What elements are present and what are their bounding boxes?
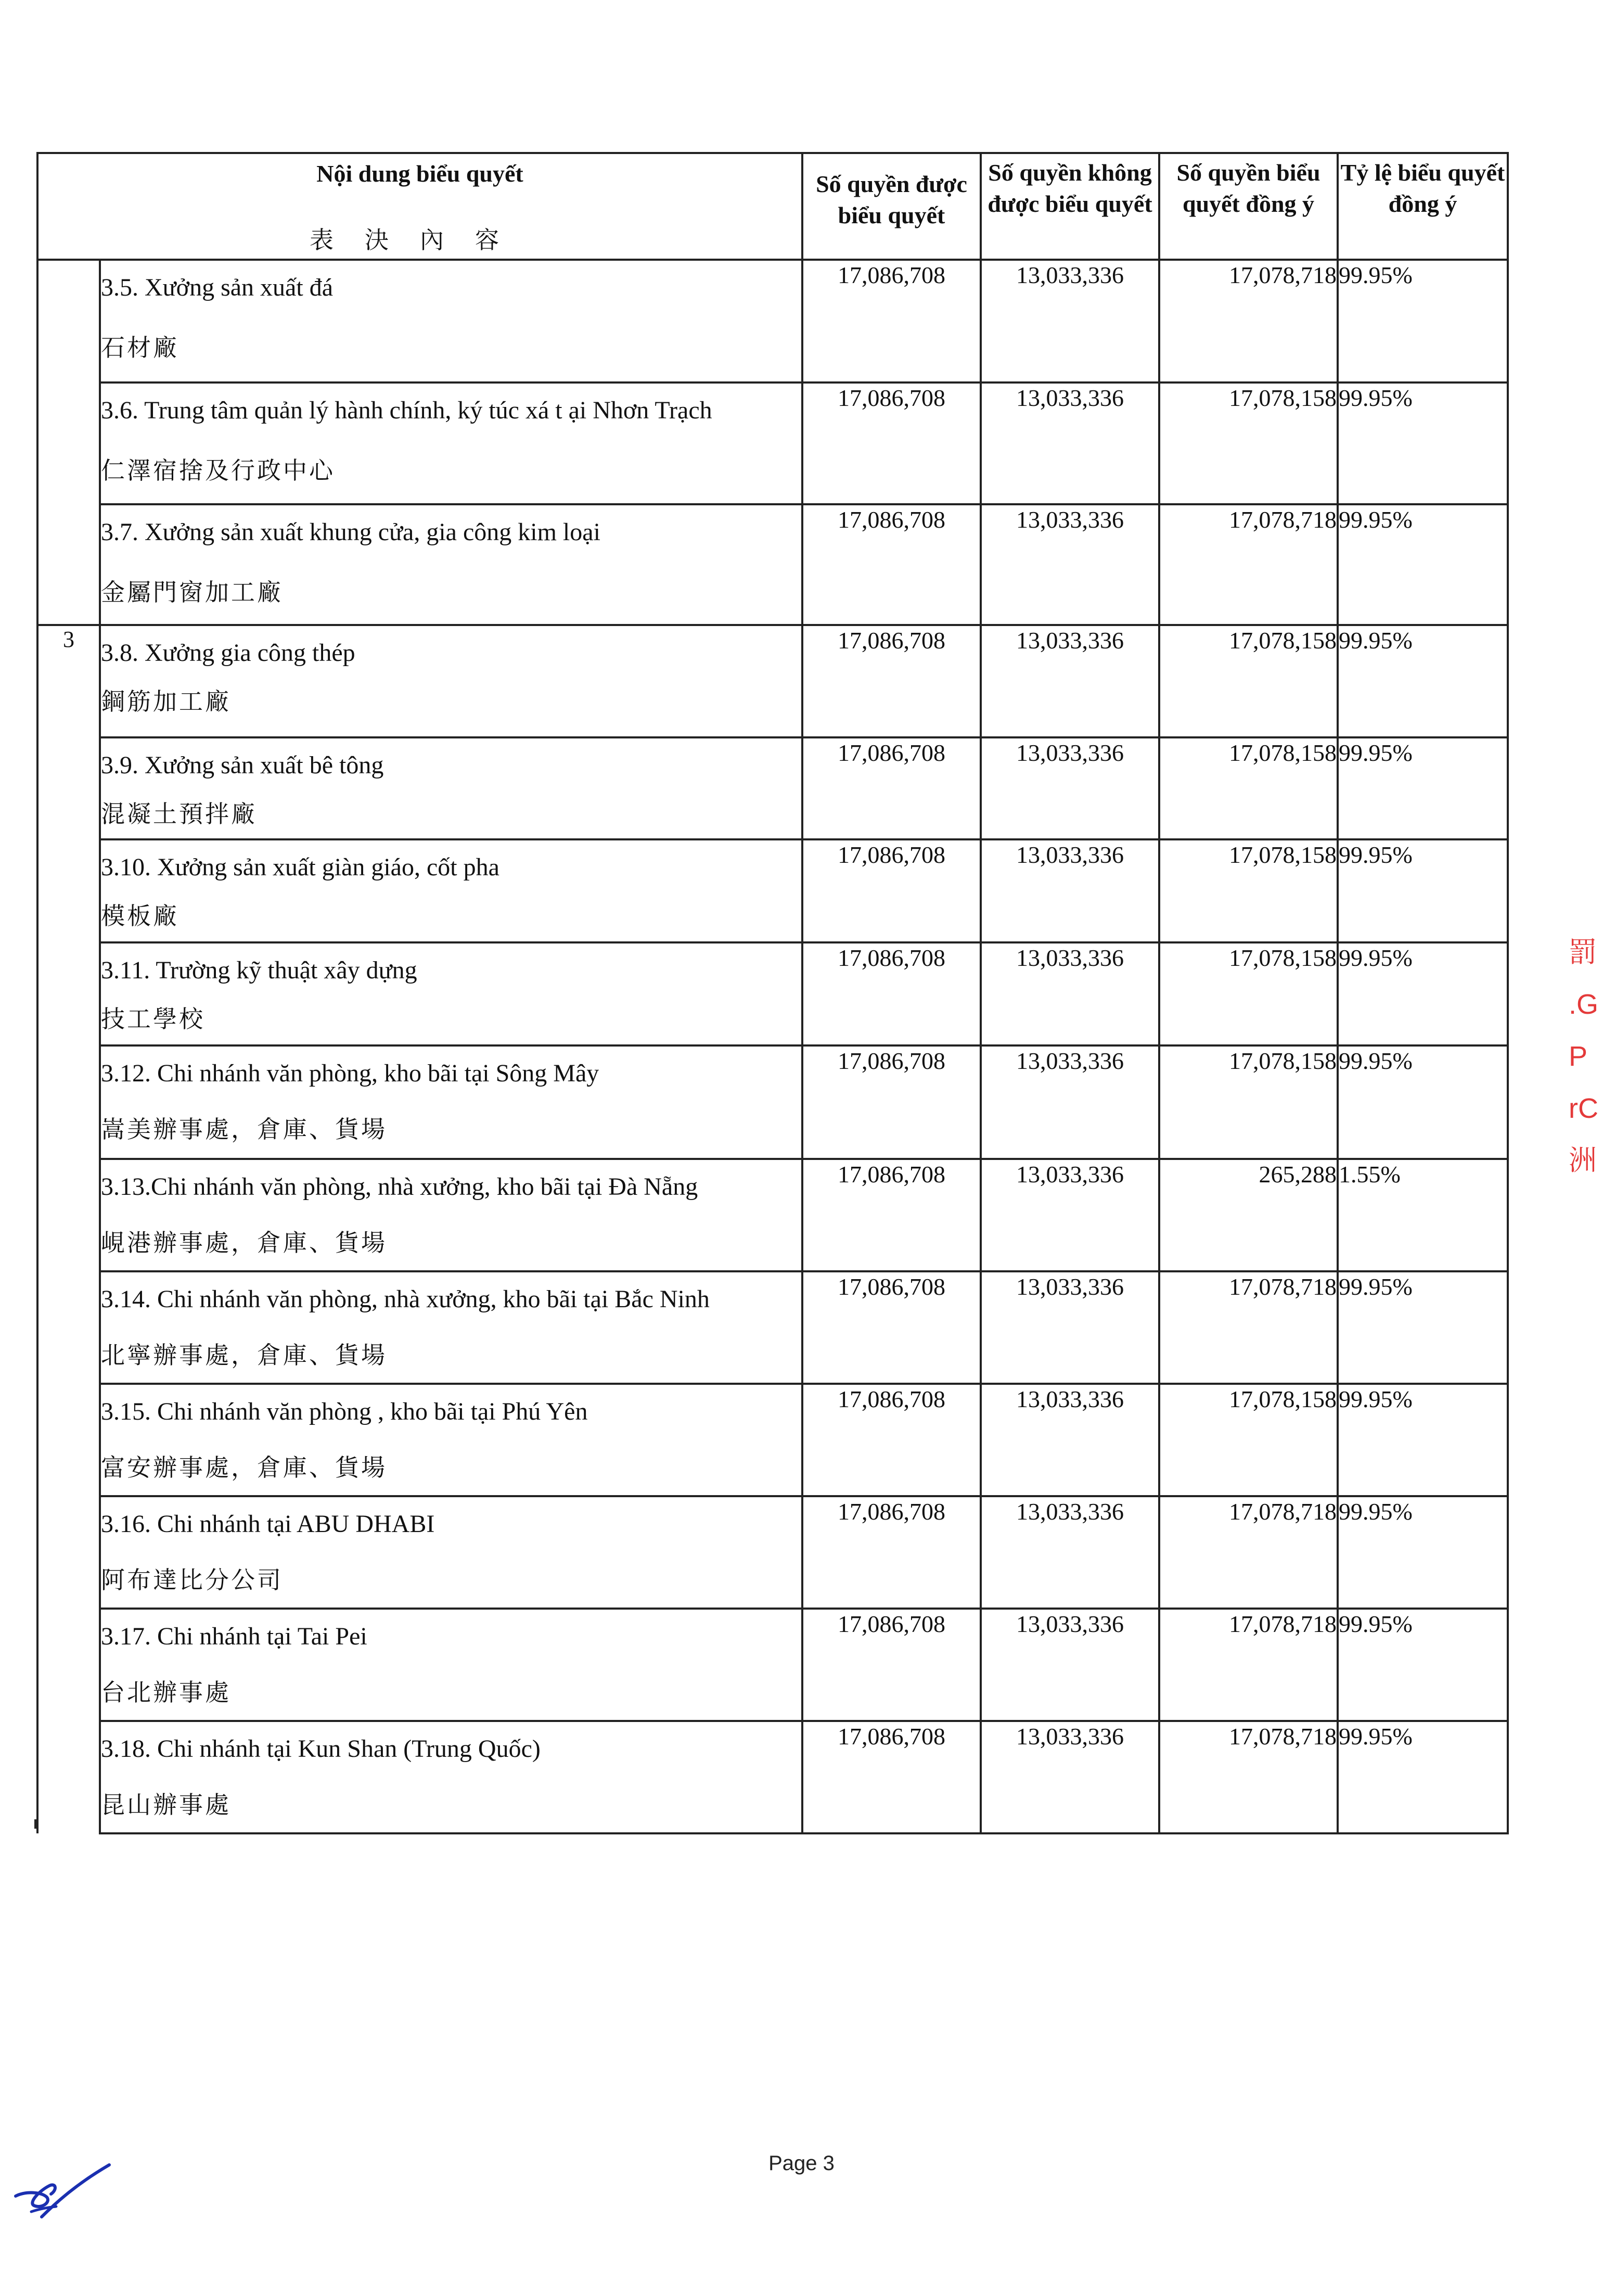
eligible-votes-cell: 17,086,708 bbox=[802, 625, 981, 737]
item-description-cell bbox=[100, 1045, 802, 1159]
table-row bbox=[37, 737, 1508, 839]
voting-results-table bbox=[36, 152, 1509, 1834]
ineligible-votes-cell: 13,033,336 bbox=[981, 1609, 1159, 1721]
table-row bbox=[37, 1384, 1508, 1496]
agree-votes-cell: 17,078,718 bbox=[1159, 1721, 1338, 1833]
header-content-vi: Nội dung biểu quyết bbox=[316, 160, 523, 187]
item-name-zh: 阿布達比分公司 bbox=[101, 1567, 283, 1593]
item-description-cell bbox=[100, 1721, 802, 1833]
item-name-zh: 仁澤宿捨及行政中心 bbox=[101, 457, 335, 484]
item-name-vi: 3.12. Chi nhánh văn phòng, kho bãi tại Sông Mây bbox=[101, 1060, 599, 1087]
table-row bbox=[37, 839, 1508, 942]
table-row bbox=[37, 1159, 1508, 1271]
ineligible-votes-cell: 13,033,336 bbox=[981, 1159, 1159, 1271]
table-header-row bbox=[37, 153, 1508, 260]
ineligible-votes-cell: 13,033,336 bbox=[981, 1496, 1159, 1609]
eligible-votes-cell: 17,086,708 bbox=[802, 382, 981, 504]
eligible-votes-cell: 17,086,708 bbox=[802, 737, 981, 839]
item-name-zh: 石材廠 bbox=[101, 335, 179, 361]
eligible-votes-cell: 17,086,708 bbox=[802, 504, 981, 625]
ineligible-votes-cell: 13,033,336 bbox=[981, 1384, 1159, 1496]
page-number: Page 3 bbox=[768, 2152, 835, 2175]
ineligible-votes-cell: 13,033,336 bbox=[981, 1721, 1159, 1833]
item-name-zh: 昆山辦事處 bbox=[101, 1792, 231, 1818]
header-eligible-votes: Số quyền được biểu quyết bbox=[802, 153, 981, 260]
group-number-cell bbox=[37, 1271, 100, 1384]
agree-ratio-cell: 99.95% bbox=[1338, 1609, 1508, 1721]
group-number-cell bbox=[37, 1045, 100, 1159]
ineligible-votes-cell: 13,033,336 bbox=[981, 504, 1159, 625]
item-description-cell bbox=[100, 1159, 802, 1271]
group-number-cell bbox=[37, 382, 100, 504]
red-stamp-fragment: 罰 .G P rC 洲 bbox=[1569, 937, 1599, 1176]
item-name-zh: 富安辦事處，倉庫、貨場 bbox=[101, 1455, 387, 1481]
agree-votes-cell: 17,078,718 bbox=[1159, 1609, 1338, 1721]
eligible-votes-cell: 17,086,708 bbox=[802, 839, 981, 942]
agree-ratio-cell: 99.95% bbox=[1338, 839, 1508, 942]
item-description-cell bbox=[100, 1496, 802, 1609]
ineligible-votes-cell: 13,033,336 bbox=[981, 382, 1159, 504]
item-name-vi: 3.18. Chi nhánh tại Kun Shan (Trung Quốc) bbox=[101, 1735, 541, 1763]
table-row bbox=[37, 260, 1508, 382]
group-number-cell bbox=[37, 839, 100, 942]
agree-votes-cell: 17,078,718 bbox=[1159, 1496, 1338, 1609]
group-number-cell bbox=[37, 504, 100, 625]
agree-ratio-cell: 99.95% bbox=[1338, 1496, 1508, 1609]
item-description-cell bbox=[100, 260, 802, 382]
group-number-cell bbox=[37, 625, 100, 737]
item-name-vi: 3.11. Trường kỹ thuật xây dựng bbox=[101, 956, 417, 984]
item-name-vi: 3.13.Chi nhánh văn phòng, nhà xưởng, kho bãi tại Đà Nẵng bbox=[101, 1173, 698, 1201]
agree-ratio-cell: 99.95% bbox=[1338, 1384, 1508, 1496]
header-ineligible-votes: Số quyền không được biểu quyết bbox=[981, 153, 1159, 260]
agree-votes-cell: 265,288 bbox=[1159, 1159, 1338, 1271]
item-name-vi: 3.17. Chi nhánh tại Tai Pei bbox=[101, 1623, 367, 1650]
group-number-cell bbox=[37, 942, 100, 1045]
item-description-cell bbox=[100, 1384, 802, 1496]
item-description-cell bbox=[100, 839, 802, 942]
agree-ratio-cell: 99.95% bbox=[1338, 942, 1508, 1045]
eligible-votes-cell: 17,086,708 bbox=[802, 1045, 981, 1159]
group-number: 3 bbox=[63, 627, 74, 652]
eligible-votes-cell: 17,086,708 bbox=[802, 1384, 981, 1496]
group-number-cell bbox=[37, 737, 100, 839]
group-number-cell bbox=[37, 1609, 100, 1721]
agree-votes-cell: 17,078,158 bbox=[1159, 382, 1338, 504]
eligible-votes-cell: 17,086,708 bbox=[802, 260, 981, 382]
agree-ratio-cell: 99.95% bbox=[1338, 1045, 1508, 1159]
item-name-vi: 3.9. Xưởng sản xuất bê tông bbox=[101, 751, 384, 779]
table-row bbox=[37, 1271, 1508, 1384]
item-name-zh: 混凝土預拌廠 bbox=[101, 801, 257, 827]
agree-votes-cell: 17,078,718 bbox=[1159, 260, 1338, 382]
table-row bbox=[37, 1721, 1508, 1833]
item-name-vi: 3.16. Chi nhánh tại ABU DHABI bbox=[101, 1510, 435, 1538]
item-description-cell bbox=[100, 504, 802, 625]
header-voting-content bbox=[37, 153, 802, 260]
table-row bbox=[37, 504, 1508, 625]
ineligible-votes-cell: 13,033,336 bbox=[981, 1271, 1159, 1384]
item-name-vi: 3.5. Xưởng sản xuất đá bbox=[101, 274, 333, 301]
eligible-votes-cell: 17,086,708 bbox=[802, 1496, 981, 1609]
table-row bbox=[37, 625, 1508, 737]
agree-votes-cell: 17,078,158 bbox=[1159, 625, 1338, 737]
table-row bbox=[37, 382, 1508, 504]
ineligible-votes-cell: 13,033,336 bbox=[981, 839, 1159, 942]
table-row bbox=[37, 1609, 1508, 1721]
agree-ratio-cell: 99.95% bbox=[1338, 382, 1508, 504]
group-number-cell bbox=[37, 1721, 100, 1833]
agree-votes-cell: 17,078,158 bbox=[1159, 942, 1338, 1045]
eligible-votes-cell: 17,086,708 bbox=[802, 942, 981, 1045]
item-name-vi: 3.14. Chi nhánh văn phòng, nhà xưởng, kho bãi tại Bắc Ninh bbox=[101, 1285, 710, 1313]
ineligible-votes-cell: 13,033,336 bbox=[981, 1045, 1159, 1159]
ineligible-votes-cell: 13,033,336 bbox=[981, 260, 1159, 382]
agree-ratio-cell: 99.95% bbox=[1338, 260, 1508, 382]
item-name-zh: 北寧辦事處，倉庫、貨場 bbox=[101, 1342, 387, 1369]
item-description-cell bbox=[100, 382, 802, 504]
item-name-vi: 3.6. Trung tâm quản lý hành chính, ký túc xá t ại Nhơn Trạch bbox=[101, 397, 712, 424]
agree-ratio-cell: 99.95% bbox=[1338, 1721, 1508, 1833]
eligible-votes-cell: 17,086,708 bbox=[802, 1609, 981, 1721]
agree-votes-cell: 17,078,158 bbox=[1159, 839, 1338, 942]
item-name-zh: 鋼筋加工廠 bbox=[101, 688, 231, 715]
table-row bbox=[37, 1045, 1508, 1159]
ineligible-votes-cell: 13,033,336 bbox=[981, 737, 1159, 839]
group-number-cell bbox=[37, 1496, 100, 1609]
agree-ratio-cell: 99.95% bbox=[1338, 504, 1508, 625]
agree-ratio-cell: 1.55% bbox=[1338, 1159, 1508, 1271]
ineligible-votes-cell: 13,033,336 bbox=[981, 942, 1159, 1045]
item-name-vi: 3.8. Xưởng gia công thép bbox=[101, 639, 355, 667]
header-agree-votes: Số quyền biểu quyết đồng ý bbox=[1159, 153, 1338, 260]
agree-ratio-cell: 99.95% bbox=[1338, 625, 1508, 737]
agree-votes-cell: 17,078,158 bbox=[1159, 737, 1338, 839]
header-agree-ratio: Tỷ lệ biểu quyết đồng ý bbox=[1338, 153, 1508, 260]
agree-votes-cell: 17,078,718 bbox=[1159, 504, 1338, 625]
item-name-vi: 3.7. Xưởng sản xuất khung cửa, gia công kim loại bbox=[101, 518, 600, 546]
item-name-zh: 金屬門窗加工廠 bbox=[101, 579, 283, 606]
item-description-cell bbox=[100, 1609, 802, 1721]
agree-votes-cell: 17,078,158 bbox=[1159, 1045, 1338, 1159]
group-number-cell bbox=[37, 1384, 100, 1496]
item-name-vi: 3.15. Chi nhánh văn phòng , kho bãi tại Phú Yên bbox=[101, 1398, 588, 1425]
agree-votes-cell: 17,078,718 bbox=[1159, 1271, 1338, 1384]
item-name-zh: 峴港辦事處，倉庫、貨場 bbox=[101, 1230, 387, 1256]
agree-votes-cell: 17,078,158 bbox=[1159, 1384, 1338, 1496]
handwritten-signature bbox=[10, 2160, 114, 2227]
item-description-cell bbox=[100, 625, 802, 737]
eligible-votes-cell: 17,086,708 bbox=[802, 1271, 981, 1384]
item-name-zh: 台北辦事處 bbox=[101, 1679, 231, 1706]
ineligible-votes-cell: 13,033,336 bbox=[981, 625, 1159, 737]
group-number-cell bbox=[37, 1159, 100, 1271]
table-row bbox=[37, 1496, 1508, 1609]
agree-ratio-cell: 99.95% bbox=[1338, 1271, 1508, 1384]
item-description-cell bbox=[100, 737, 802, 839]
item-description-cell bbox=[100, 1271, 802, 1384]
item-name-zh: 嵩美辦事處，倉庫、貨場 bbox=[101, 1116, 387, 1143]
agree-ratio-cell: 99.95% bbox=[1338, 737, 1508, 839]
table-row bbox=[37, 942, 1508, 1045]
eligible-votes-cell: 17,086,708 bbox=[802, 1159, 981, 1271]
eligible-votes-cell: 17,086,708 bbox=[802, 1721, 981, 1833]
item-name-vi: 3.10. Xưởng sản xuất giàn giáo, cốt pha bbox=[101, 853, 499, 881]
item-description-cell bbox=[100, 942, 802, 1045]
table-left-border-tail bbox=[34, 1819, 36, 1829]
item-name-zh: 模板廠 bbox=[101, 903, 179, 929]
item-name-zh: 技工學校 bbox=[101, 1006, 205, 1032]
header-content-zh: 表決內容 bbox=[310, 227, 530, 253]
group-number-cell bbox=[37, 260, 100, 382]
